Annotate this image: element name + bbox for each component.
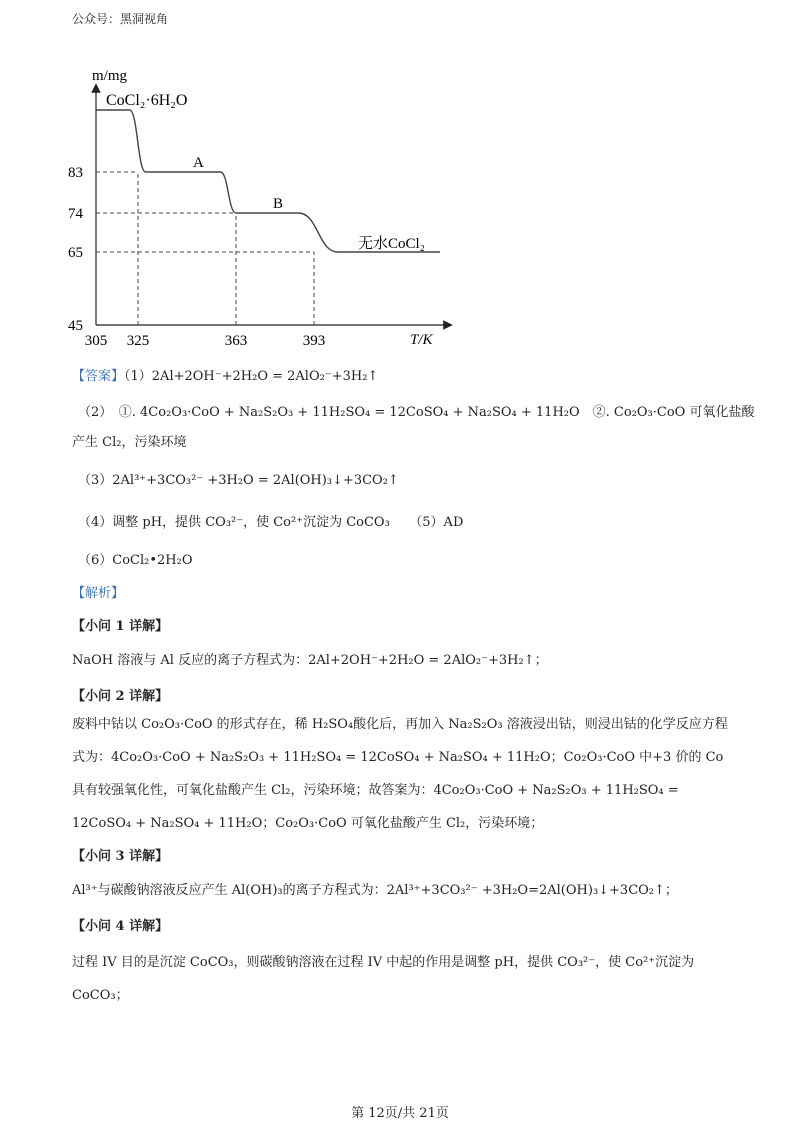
x-axis-label: T/K: [410, 332, 433, 348]
start-label: CoCl₂·6H₂O: [106, 92, 188, 109]
x-tick-label: 305: [84, 333, 108, 349]
s3-text: Al³⁺与碳酸钠溶液反应产生 Al(OH)₃的离子方程式为：2Al³⁺+3CO₃²⁻ +3H₂O=2Al(OH)₃↓+3CO₂↑；: [72, 883, 678, 898]
s1-text: NaOH 溶液与 Al 反应的离子方程式为：2Al+2OH⁻+2H₂O = 2AlO₂⁻+3H₂↑；: [72, 653, 548, 668]
s2-title: 【小问 2 详解】: [72, 689, 169, 704]
x-tick-label: 363: [224, 333, 248, 349]
plateau-b-label: B: [273, 196, 284, 212]
y-axis-label: m/mg: [92, 68, 128, 84]
y-tick-label: 45: [68, 318, 83, 334]
s4-title: 【小问 4 详解】: [72, 919, 169, 934]
answer-label: 【答案】: [72, 369, 125, 384]
answer-q1-line: [72, 368, 378, 386]
end-label: 无水CoCl₂: [358, 236, 425, 252]
s2-text: 废料中钴以 Co₂O₃·CoO 的形式存在，稀 H₂SO₄酸化后，再加入 Na₂S₂O₃ 溶液浸出钴，则浸出钴的化学反应方程式为：4Co₂O₃·CoO + Na₂S₂O₃ + 11H₂SO₄ = 12CoSO₄ + Na₂SO₄ + 11H₂O；Co₂O₃·CoO 中+3 价的 Co 具有较强氧化性，可氧化盐酸产生 Cl₂，污染环境；故答案为：4Co₂O₃·CoO + Na₂S₂O₃ + 11H₂SO₄ = 12CoSO₄ + Na₂SO₄ + 11H₂O；Co₂O₃·CoO 可氧化盐酸产生 Cl₂，污染环境；: [72, 717, 728, 831]
mass-curve: [96, 110, 440, 252]
s4-text: 过程 IV 目的是沉淀 CoCO₃，则碳酸钠溶液在过程 IV 中起的作用是调整 pH，提供 CO₃²⁻，使 Co²⁺沉淀为 CoCO₃；: [72, 955, 695, 1003]
y-tick-label: 83: [68, 165, 83, 181]
answer-q6: （6）CoCl₂•2H₂O: [78, 553, 193, 568]
page-header: 公众号：黑洞视角: [72, 12, 169, 26]
y-tick-label: 74: [68, 206, 83, 222]
page-footer: 第 12页/共 21页: [351, 1106, 449, 1121]
x-tick-label: 393: [302, 333, 326, 349]
answer-q1: （1）2Al+2OH⁻+2H₂O = 2AlO₂⁻+3H₂↑: [124, 369, 379, 384]
x-tick-label: 325: [126, 333, 150, 349]
analysis-label: 【解析】: [72, 586, 125, 601]
answer-q2a: （2） ①. 4Co₂O₃·CoO + Na₂S₂O₃ + 11H₂SO₄ = 12CoSO₄ + Na₂SO₄ + 11H₂O ②. Co₂O₃·CoO 可氧化盐酸: [78, 405, 755, 420]
answer-q4: （4）调整 pH，提供 CO₃²⁻，使 Co²⁺沉淀为 CoCO₃ （5）AD: [78, 515, 464, 530]
answer-q2b: 产生 Cl₂，污染环境: [72, 435, 187, 450]
plateau-a-label: A: [193, 155, 204, 171]
tga-chart: [60, 60, 480, 360]
s1-title: 【小问 1 详解】: [72, 619, 169, 634]
y-tick-label: 65: [68, 245, 83, 261]
answer-q3: （3）2Al³⁺+3CO₃²⁻ +3H₂O = 2Al(OH)₃↓+3CO₂↑: [78, 473, 399, 488]
s3-title: 【小问 3 详解】: [72, 849, 169, 864]
